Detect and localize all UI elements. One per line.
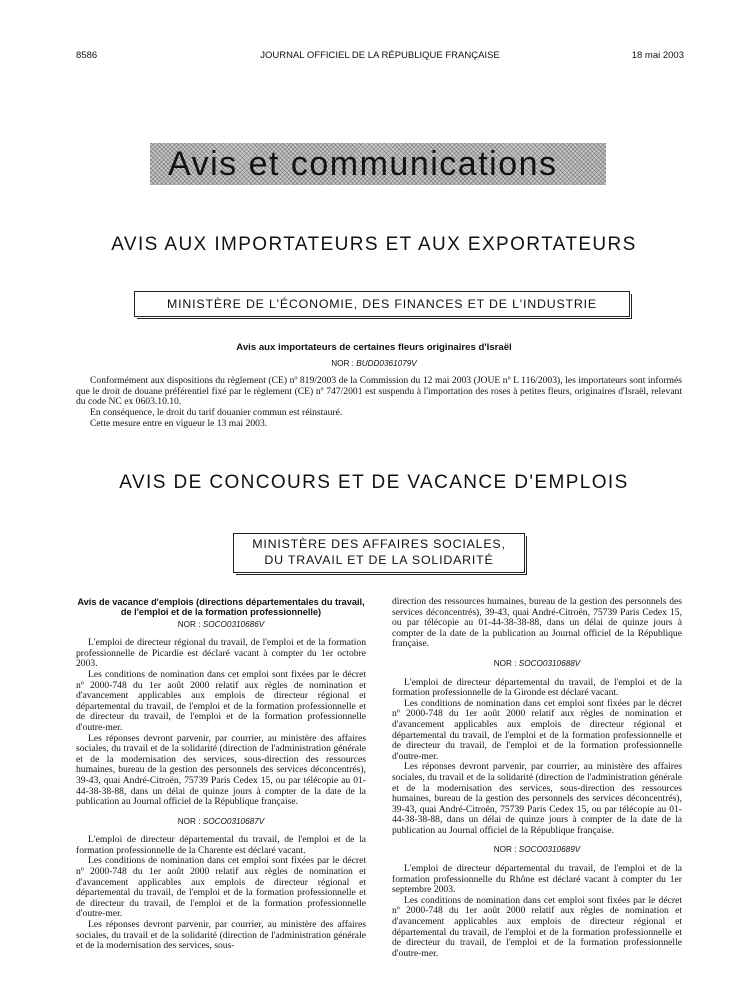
section-heading-import-export: AVIS AUX IMPORTATEURS ET AUX EXPORTATEURS bbox=[111, 234, 637, 255]
journal-name: JOURNAL OFFICIEL DE LA RÉPUBLIQUE FRANÇAISE bbox=[260, 50, 500, 61]
section-banner bbox=[150, 143, 606, 185]
notice-paragraph: Les réponses devront parvenir, par courrier, au ministère des affaires sociales, du travail et de la solidarité (direction de l'administration générale et de la modernisation des services, sous- bbox=[76, 919, 366, 952]
notice-paragraph-continued: direction des ressources humaines, bureau de la gestion des personnels des services déconcentrés), 39-43, quai André-Citroën, 75739 Paris Cedex 15, ou par télécopie au 01-44-38-38-88, dans un délai de quinze jours à compter de la date de la publication au Journal officiel de la République française. bbox=[392, 596, 682, 650]
nor-label: NOR : bbox=[331, 359, 354, 368]
page-header bbox=[76, 50, 684, 64]
notice-paragraph: Les conditions de nomination dans cet emploi sont fixées par le décret nº 2000-748 du 1er août 2000 relatif aux règles de nomination et d'avancement applicables aux emplois de directeur régional et départemental du travail, de l'emploi et de la formation professionnelle et de directeur du travail, de l'emploi et de la formation professionnelle d'outre-mer. bbox=[76, 668, 366, 733]
nor-code: BUDD0361079V bbox=[356, 359, 417, 368]
nor-code: SOCO0310687V bbox=[202, 816, 265, 826]
column-left bbox=[76, 597, 366, 952]
notice-paragraph: Conformément aux dispositions du règlement (CE) nº 819/2003 de la Commission du 12 mai 2003 (JOUE nº L 116/2003), les importateurs sont informés que le droit de douane préférentiel fixé par le règlement (CE) nº 747/2001 est suspendu à l'importation des roses à petites fleurs, originaires d'Israël, relevant du code NC ex 0603.10.10. bbox=[76, 375, 682, 408]
notice-paragraph: L'emploi de directeur départemental du travail, de l'emploi et de la formation professionnelle du Rhône est déclaré vacant à compter du 1er septembre 2003. bbox=[392, 863, 682, 896]
ministry-box-shadow bbox=[236, 536, 527, 575]
banner-title: Avis et communications bbox=[168, 145, 558, 183]
notice-paragraph: Les réponses devront parvenir, par courrier, au ministère des affaires sociales, du travail et de la solidarité (direction de l'administration générale et de la modernisation des services, sous-direction des ressources humaines, bureau de la gestion des personnels des services déconcentrés), 39-43, quai André-Citroën, 75739 Paris Cedex 15, ou par télécopie au 01-44-38-38-88, dans un délai de quinze jours à compter de la date de la publication au Journal officiel de la République française. bbox=[76, 732, 366, 808]
notice-paragraph: L'emploi de directeur départemental du travail, de l'emploi et de la formation professionnelle de la Charente est déclaré vacant. bbox=[76, 834, 366, 856]
nor-reference bbox=[0, 359, 748, 368]
nor-reference: NOR : SOCO0310689V bbox=[493, 845, 581, 855]
notice-body bbox=[76, 376, 682, 430]
notice-paragraph: Les réponses devront parvenir, par courrier, au ministère des affaires sociales, du travail et de la solidarité (direction de l'administration générale et de la modernisation des services, sous-direction des ressources humaines, bureau de la gestion des personnels des services déconcentrés), 39-43, quai André-Citroën, 75739 Paris Cedex 15, ou par télécopie au 01-44-38-38-88, dans un délai de quinze jours à compter de la date de la publication au Journal officiel de la République française. bbox=[392, 761, 682, 836]
notice-paragraph: L'emploi de directeur régional du travail, de l'emploi et de la formation professionnelle de Picardie est déclaré vacant à compter du 1er octobre 2003. bbox=[76, 637, 366, 670]
nor-code: SOCO0310689V bbox=[518, 845, 581, 855]
nor-code: SOCO0310686V bbox=[202, 619, 265, 629]
notice-paragraph: En conséquence, le droit du tarif douanier commun est réinstauré. bbox=[90, 407, 343, 419]
notice-paragraph: Cette mesure entre en vigueur le 13 mai 2003. bbox=[90, 417, 268, 429]
notice-paragraph: L'emploi de directeur départemental du travail, de l'emploi et de la formation professionnelle de la Gironde est déclaré vacant. bbox=[392, 676, 682, 699]
page-number: 8586 bbox=[76, 50, 98, 61]
issue-date: 18 mai 2003 bbox=[631, 50, 684, 61]
nor-reference: NOR : SOCO0310686V bbox=[177, 619, 265, 629]
article-title: Avis de vacance d'emplois (directions départementales du travail, de l'emploi et de la formation professionnelle) bbox=[77, 597, 365, 618]
nor-code: SOCO0310688V bbox=[518, 658, 581, 668]
notice-title: Avis aux importateurs de certaines fleurs originaires d'Israël bbox=[236, 342, 512, 353]
ministry-line: MINISTÈRE DES AFFAIRES SOCIALES, bbox=[252, 537, 506, 551]
ministry-line: DU TRAVAIL ET DE LA SOLIDARITÉ bbox=[264, 553, 494, 567]
ministry-name: MINISTÈRE DE L'ÉCONOMIE, DES FINANCES ET DE L'INDUSTRIE bbox=[167, 297, 597, 311]
notice-paragraph: Les conditions de nomination dans cet emploi sont fixées par le décret nº 2000-748 du 1er août 2000 relatif aux règles de nomination et d'avancement applicables aux emplois de directeur régional et départemental du travail, de l'emploi et de la formation professionnelle et de directeur du travail, de l'emploi et de la formation professionnelle d'outre-mer. bbox=[392, 697, 682, 762]
ministry-box-shadow bbox=[137, 294, 632, 319]
notice-paragraph: Les conditions de nomination dans cet emploi sont fixées par le décret nº 2000-748 du 1er août 2000 relatif aux règles de nomination et d'avancement applicables aux emplois de directeur régional et départemental du travail, de l'emploi et de la formation professionnelle et de directeur du travail, de l'emploi et de la formation professionnelle d'outre-mer. bbox=[76, 855, 366, 920]
nor-reference: NOR : SOCO0310687V bbox=[177, 816, 265, 826]
notice-paragraph: Les conditions de nomination dans cet emploi sont fixées par le décret nº 2000-748 du 1er août 2000 relatif aux règles de nomination et d'avancement applicables aux emplois de directeur régional et départemental du travail, de l'emploi et de la formation professionnelle et de directeur du travail, de l'emploi et de la formation professionnelle d'outre-mer. bbox=[392, 894, 682, 959]
section-heading-concours: AVIS DE CONCOURS ET DE VACANCE D'EMPLOIS bbox=[119, 472, 629, 493]
nor-reference: NOR : SOCO0310688V bbox=[493, 658, 581, 668]
column-right bbox=[392, 597, 682, 959]
